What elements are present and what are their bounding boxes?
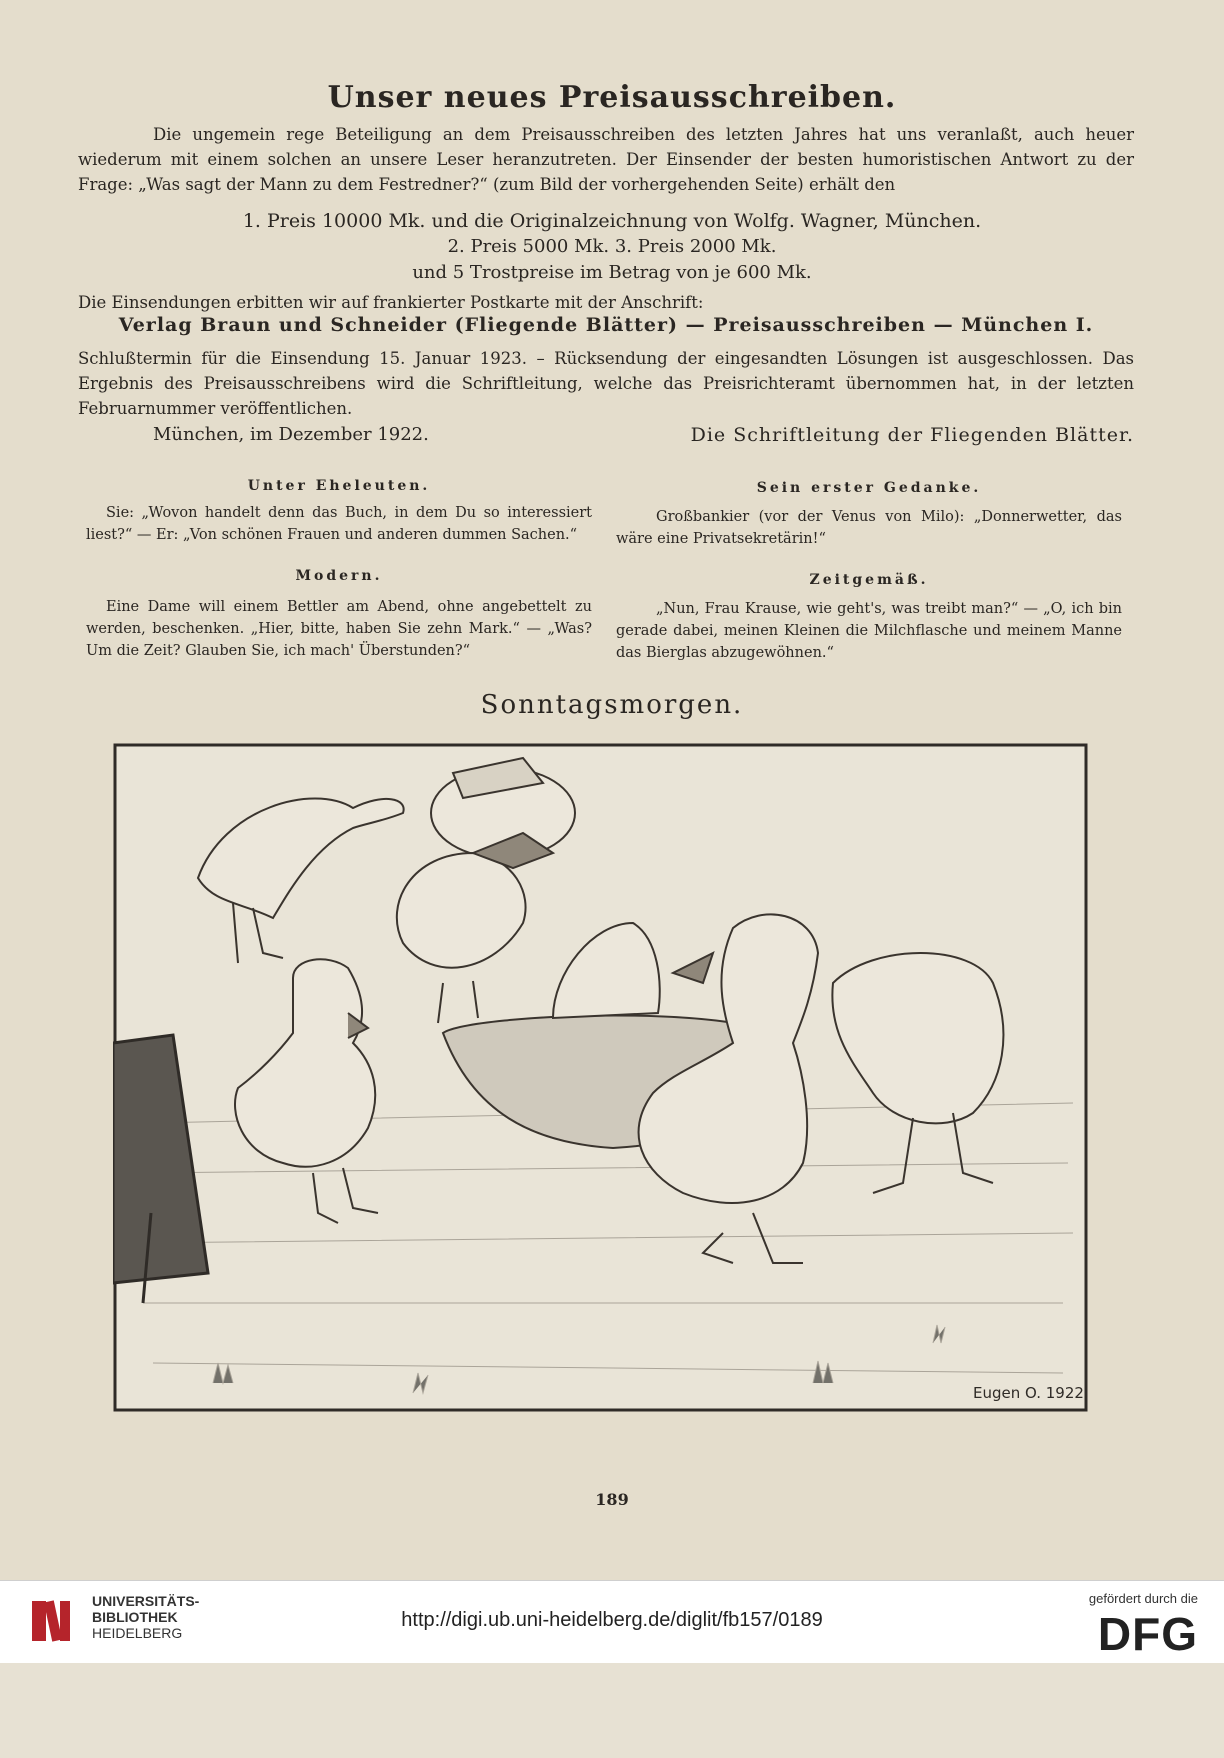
joke-title-2: Modern. [295, 568, 383, 584]
library-line-1: UNIVERSITÄTS- [92, 1593, 200, 1609]
postal-address: Verlag Braun und Schneider (Fliegende Blätter) — Preisausschreiben — München I. [118, 314, 1094, 336]
second-third-prize: 2. Preis 5000 Mk. 3. Preis 2000 Mk. [447, 236, 777, 257]
funded-by-note: gefördert durch die [1088, 1591, 1198, 1606]
joke-text-3: Großbankier (vor der Venus von Milo): „Donnerwetter, das wäre eine Privatsekretärin!“ [616, 509, 1122, 547]
submission-note: Die Einsendungen erbitten wir auf frankierter Postkarte mit der Anschrift: [78, 293, 704, 312]
page-title: Unser neues Preisausschreiben. [327, 80, 897, 115]
illustration-title: Sonntagsmorgen. [480, 690, 744, 720]
library-line-3: HEIDELBERG [92, 1625, 183, 1641]
library-line-2: BIBLIOTHEK [92, 1609, 178, 1625]
joke-title-1: Unter Eheleuten. [247, 478, 431, 494]
deadline-paragraph: Schlußtermin für die Einsendung 15. Januar 1923. – Rücksendung der eingesandten Lösungen ist ausgeschlossen. Das Ergebnis des Preisausschreibens wird die Schriftleitung, welche das Preisrichteramt übernommen hat, in der letzten Februarnummer veröffentlichen. [78, 349, 1134, 418]
joke-text-2: Eine Dame will einem Bettler am Abend, ohne angebettelt zu werden, beschenken. „Hier, bitte, haben Sie zehn Mark.“ — „Was? Um die Zeit? Glauben Sie, ich mach' Überstunden?“ [86, 599, 592, 659]
joke-title-4: Zeitgemäß. [809, 572, 929, 588]
intro-paragraph: Die ungemein rege Beteiligung an dem Preisausschreiben des letzten Jahres hat uns veranlaßt, auch heuer wiederum mit einem solchen an unsere Leser heranzutreten. Der Einsender der besten humoristischen Antwort zu der Frage: „Was sagt der Mann zu dem Festredner?“ (zum Bild der vorhergehenden Seite) erhält den [78, 125, 1134, 194]
first-prize: 1. Preis 10000 Mk. und die Originalzeichnung von Wolfg. Wagner, München. [242, 210, 982, 232]
consolation-prizes: und 5 Trostpreise im Betrag von je 600 Mk. [412, 262, 812, 283]
joke-title-3: Sein erster Gedanke. [756, 480, 982, 496]
place-date: München, im Dezember 1922. [153, 424, 429, 445]
footer-bar [0, 1580, 1224, 1663]
page-number: 189 [595, 1490, 629, 1509]
permalink-url[interactable]: http://digi.ub.uni-heidelberg.de/diglit/fb157/0189 [401, 1609, 823, 1631]
joke-text-1: Sie: „Wovon handelt denn das Buch, in dem Du so interessiert liest?“ — Er: „Von schönen Frauen und anderen dummen Sachen.“ [86, 505, 592, 543]
editorial-signature: Die Schriftleitung der Fliegenden Blätter. [690, 424, 1134, 446]
dfg-logo: DFG [1097, 1608, 1198, 1660]
joke-text-4: „Nun, Frau Krause, wie geht's, was treibt man?“ — „O, ich bin gerade dabei, meinen Kleinen die Milchflasche und meinem Manne das Bierglas abzugewöhnen.“ [616, 601, 1122, 661]
artist-signature: Eugen O. 1922 [973, 1384, 1084, 1402]
